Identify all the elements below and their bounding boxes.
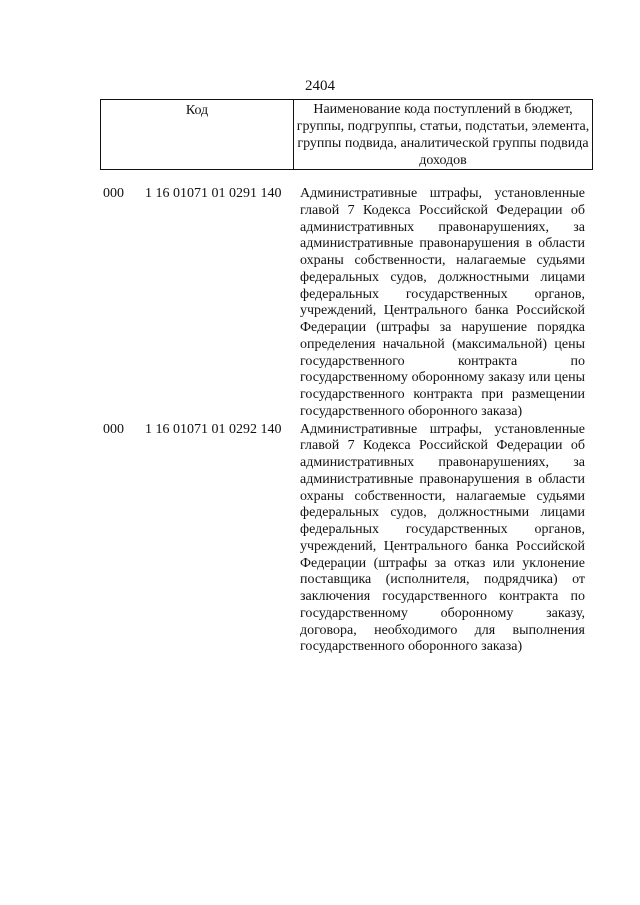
- list-item: [0, 186, 640, 421]
- list-item: [0, 422, 640, 657]
- column-header-row: [101, 100, 593, 170]
- page-number: 2404: [305, 78, 335, 94]
- administrator-code: 000: [103, 186, 124, 201]
- revenue-description: Административные штрафы, установленные главой 7 Кодекса Российской Федерации об административных правонарушениях, за административные правонарушения в области охраны собственности, налагаемые судьями федеральных судов, должностными лицами федеральных государственных органов, учреждений, Центрального банка Российской Федерации (штрафы за отказ или уклонение поставщика (исполнителя, подрядчика) от заключения государственного контракта по государственному оборонному заказу, договора, необходимого для выполнения государственного оборонного заказа): [300, 421, 585, 655]
- administrator-code: 000: [103, 421, 124, 437]
- revenue-code: 1 16 01071 01 0292 140: [145, 421, 282, 437]
- column-header-table: [100, 99, 593, 170]
- revenue-description: Административные штрафы, установленные главой 7 Кодекса Российской Федерации об административных правонарушениях, за административные правонарушения в области охраны собственности, налагаемые судьями федеральных судов, должностными лицами федеральных государственных органов, учреждений, Центрального банка Российской Федерации (штрафы за нарушение порядка определения начальной (максимальной) цены государственного контракта по государственному оборонному заказу или цены государственного контракта при размещении государственного оборонного заказа): [300, 186, 585, 419]
- name-column-header: Наименование кода поступлений в бюджет, группы, подгруппы, статьи, подстатьи, элемента, группы подвида, аналитической группы подвида доходов: [294, 100, 593, 170]
- revenue-code: 1 16 01071 01 0291 140: [145, 186, 282, 201]
- revenue-code-list: [0, 186, 640, 656]
- code-column-header: Код: [101, 100, 294, 170]
